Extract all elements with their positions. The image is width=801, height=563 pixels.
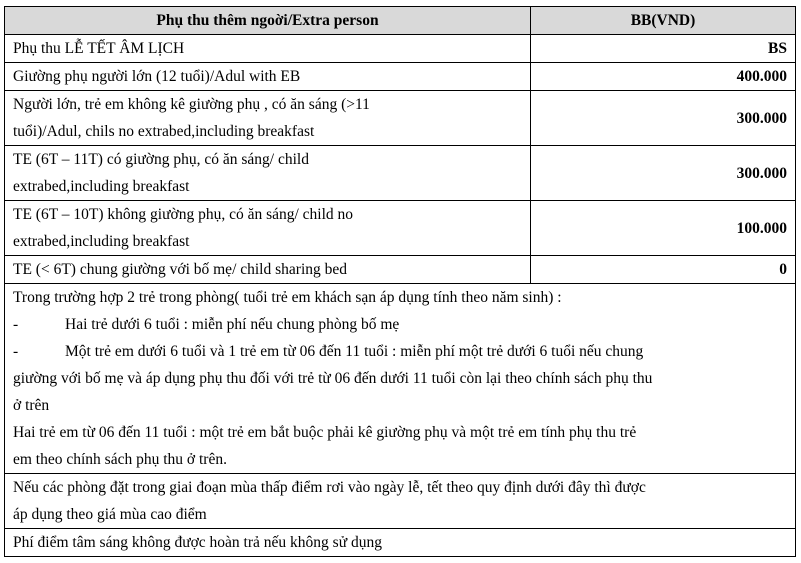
row-value: 300.000 [531,146,796,201]
row-label [5,91,531,146]
peak-note-line: Nếu các phòng đặt trong giai đoạn mùa thấp điểm rơi vào ngày lễ, tết theo quy định dưới đây thì được [13,479,646,496]
policy-bullet-continuation: ở trên [13,397,50,414]
table-header-row [5,7,796,35]
policy-bullet [13,338,787,365]
row-label-line: TE (6T – 10T) không giường phụ, có ăn sáng/ child no [13,206,354,223]
row-label-line: Người lớn, trẻ em không kê giường phụ , có ăn sáng (>11 [13,96,370,113]
breakfast-note: Phí điểm tâm sáng không được hoàn trả nếu không sử dụng [5,529,796,557]
table-row [5,91,796,146]
policy-bullet-text: Một trẻ em dưới 6 tuổi và 1 trẻ em từ 06 đến 11 tuổi : miễn phí một trẻ dưới 6 tuổi nếu chung [65,343,644,360]
children-policy-row [5,284,796,474]
policy-paragraph: Hai trẻ em từ 06 đến 11 tuổi : một trẻ em bắt buộc phải kê giường phụ và một trẻ em tính phụ thu trẻ [13,424,637,441]
row-label-line: tuổi)/Adul, chils no extrabed,including breakfast [13,123,315,140]
row-value: 400.000 [531,63,796,91]
row-value: BS [531,35,796,63]
row-label [5,201,531,256]
row-label: Phụ thu LỄ TẾT ÂM LỊCH [5,35,531,63]
header-extra-person: Phụ thu thêm ngoời/Extra person [5,7,531,35]
policy-bullet-continuation: giường với bố mẹ và áp dụng phụ thu đối với trẻ từ 06 đến dưới 11 tuổi còn lại theo chính sách phụ thu [13,370,653,387]
header-price-vnd: BB(VND) [531,7,796,35]
extra-person-table [4,6,796,557]
row-label: Giường phụ người lớn (12 tuổi)/Adul with EB [5,63,531,91]
policy-intro: Trong trường hợp 2 trẻ trong phòng( tuổi trẻ em khách sạn áp dụng tính theo năm sinh) : [13,289,562,306]
policy-bullet [13,311,787,338]
row-value: 300.000 [531,91,796,146]
table-row [5,35,796,63]
row-label-line: extrabed,including breakfast [13,233,190,250]
peak-season-row [5,474,796,529]
table-row [5,256,796,284]
row-value: 0 [531,256,796,284]
peak-season-note [5,474,796,529]
row-label: TE (< 6T) chung giường với bố mẹ/ child sharing bed [5,256,531,284]
breakfast-row [5,529,796,557]
row-label-line: extrabed,including breakfast [13,178,190,195]
policy-bullet-text: Hai trẻ dưới 6 tuổi : miễn phí nếu chung phòng bố mẹ [65,316,400,333]
row-label [5,146,531,201]
policy-paragraph: em theo chính sách phụ thu ở trên. [13,451,227,468]
table-row [5,146,796,201]
table-row [5,201,796,256]
row-label-line: TE (6T – 11T) có giường phụ, có ăn sáng/ child [13,151,309,168]
bullet-dash: - [13,316,19,333]
table-row [5,63,796,91]
children-policy-note [5,284,796,474]
bullet-dash: - [13,343,19,360]
row-value: 100.000 [531,201,796,256]
peak-note-line: áp dụng theo giá mùa cao điểm [13,506,207,523]
